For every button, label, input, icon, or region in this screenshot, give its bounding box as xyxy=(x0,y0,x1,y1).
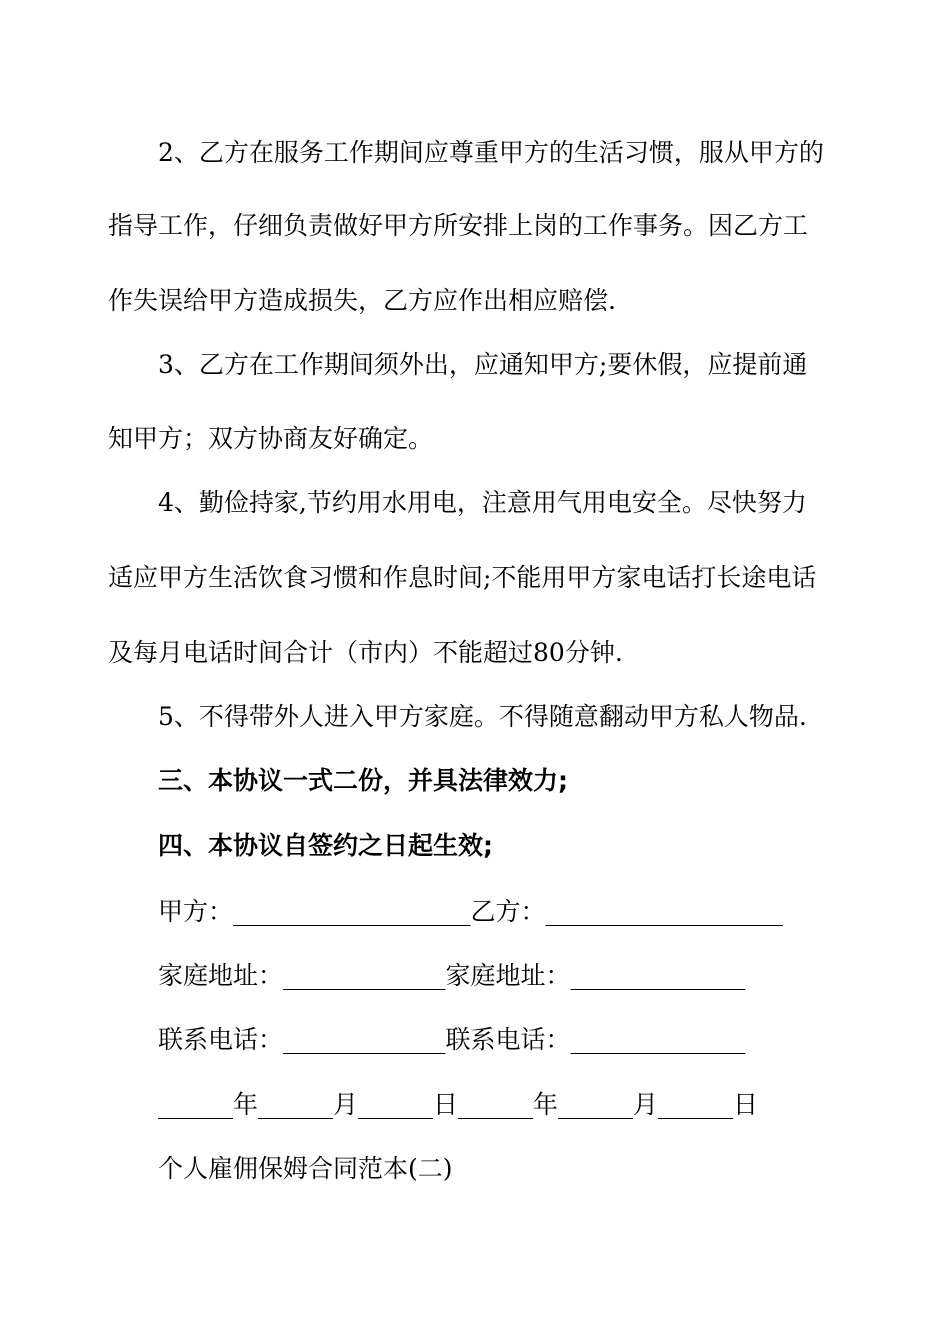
clause-5-line-1: 5、不得带外人进入甲方家庭。不得随意翻动甲方私人物品. xyxy=(158,702,807,731)
signature-address-line: 家庭地址：_____________家庭地址：______________ xyxy=(158,961,746,990)
signature-party-line: 甲方：___________________乙方：___________________ xyxy=(158,897,784,926)
signature-date-line: ______年______月______日______年______月______日 xyxy=(158,1090,759,1119)
clause-2-line-2: 指导工作，仔细负责做好甲方所安排上岗的工作事务。因乙方工 xyxy=(108,211,809,240)
clause-2-line-3: 作失误给甲方造成损失，乙方应作出相应赔偿. xyxy=(108,286,616,315)
clause-4-line-2: 适应甲方生活饮食习惯和作息时间;不能用甲方家电话打长途电话 xyxy=(108,563,817,592)
section-3-heading: 三、本协议一式二份，并具法律效力; xyxy=(158,766,568,795)
section-4-heading: 四、本协议自签约之日起生效; xyxy=(158,831,493,860)
next-section-title: 个人雇佣保姆合同范本(二) xyxy=(158,1154,453,1183)
signature-phone-line: 联系电话：_____________联系电话：______________ xyxy=(158,1025,746,1054)
clause-2-line-1: 2、乙方在服务工作期间应尊重甲方的生活习惯，服从甲方的 xyxy=(158,138,824,167)
clause-3-line-2: 知甲方；双方协商友好确定。 xyxy=(108,424,434,453)
clause-3-line-1: 3、乙方在工作期间须外出，应通知甲方;要休假，应提前通 xyxy=(158,350,808,379)
clause-4-line-3: 及每月电话时间合计（市内）不能超过80分钟. xyxy=(108,638,623,667)
clause-4-line-1: 4、勤俭持家,节约用水用电，注意用气用电安全。尽快努力 xyxy=(158,488,807,517)
